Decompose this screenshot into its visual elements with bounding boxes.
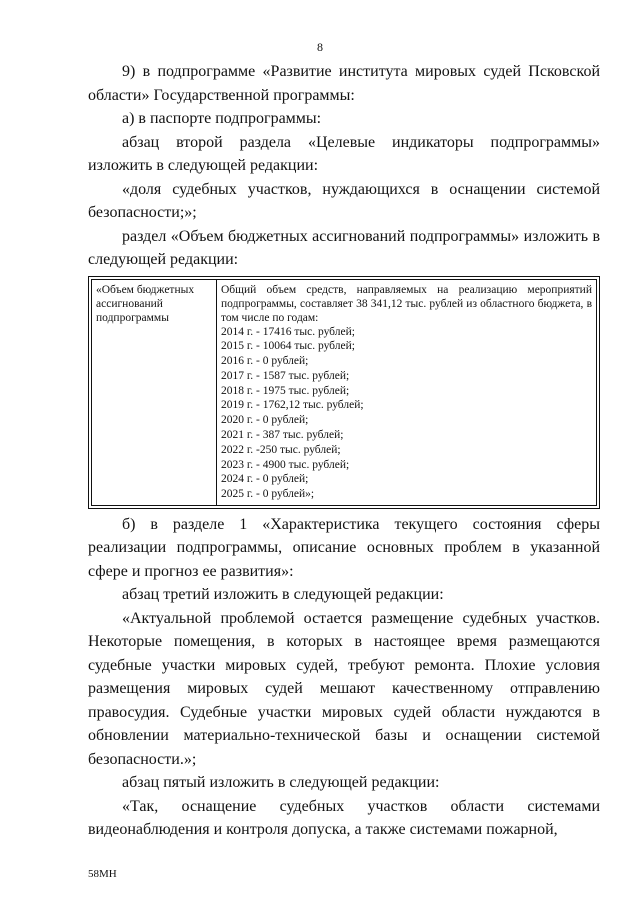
year-item: 2025 г. - 0 рублей»; [221, 488, 315, 501]
paragraph-third: абзац третий изложить в следующей редакции: [122, 586, 444, 603]
year-item: 2020 г. - 0 рублей; [221, 414, 309, 427]
year-item: 2015 г. - 10064 тыс. рублей; [221, 340, 355, 353]
footer-code: 58МН [88, 868, 117, 880]
paragraph-indicators: абзац второй раздела «Целевые индикаторы подпрограммы» изложить в следующей редакции: [88, 133, 600, 174]
year-list [221, 325, 592, 503]
year-item: 2024 г. - 0 рублей; [221, 473, 309, 486]
paragraph-section-1: б) в разделе 1 «Характеристика текущего состояния сферы реализации подпрограммы, описание основных проблем в указанной сфере и прогноз ее развития»: [88, 515, 600, 580]
year-item: 2023 г. - 4900 тыс. рублей; [221, 458, 350, 471]
budget-table [88, 276, 600, 509]
paragraph-passport: а) в паспорте подпрограммы: [122, 110, 322, 127]
table-right-cell [217, 279, 597, 506]
year-item: 2014 г. - 17416 тыс. рублей; [221, 325, 355, 338]
paragraph-actual-problem: «Актуальной проблемой остается размещение судебных участков. Некоторые помещения, в которых в настоящее время размещаются судебные участки мировых судей, требуют ремонта. Плохие условия размещения мировых судей мешают качественному отправлению правосудия. Судебные участки мировых судей области нуждаются в обновлении материально-технической базы и оснащении системой безопасности.»; [88, 609, 600, 768]
page-number: 8 [317, 40, 323, 54]
paragraph-equipment: «Так, оснащение судебных участков области системами видеонаблюдения и контроля допуска, а также системами пожарной, [88, 797, 600, 838]
paragraph-subprogram-9: 9) в подпрограмме «Развитие института мировых судей Псковской области» Государственной программы: [88, 63, 600, 104]
table-intro: Общий объем средств, направляемых на реализацию мероприятий подпрограммы, составляет 38 341,12 тыс. рублей из областного бюджета, в том числе по годам: [221, 283, 592, 324]
paragraph-budget-section: раздел «Объем бюджетных ассигнований подпрограммы» изложить в следующей редакции: [88, 227, 600, 268]
year-item: 2017 г. - 1587 тыс. рублей; [221, 369, 350, 382]
year-item: 2016 г. - 0 рублей; [221, 355, 309, 368]
year-item: 2019 г. - 1762,12 тыс. рублей; [221, 399, 364, 412]
document-body [88, 60, 600, 842]
paragraph-fifth: абзац пятый изложить в следующей редакции: [122, 774, 440, 791]
year-item: 2022 г. -250 тыс. рублей; [221, 443, 341, 456]
year-item: 2018 г. - 1975 тыс. рублей; [221, 384, 350, 397]
paragraph-security-share: «доля судебных участков, нуждающихся в оснащении системой безопасности;»; [88, 180, 600, 221]
table-left-cell: «Объем бюджетных ассигнований подпрограммы [91, 279, 217, 506]
year-item: 2021 г. - 387 тыс. рублей; [221, 429, 344, 442]
text-after-table [88, 513, 600, 842]
